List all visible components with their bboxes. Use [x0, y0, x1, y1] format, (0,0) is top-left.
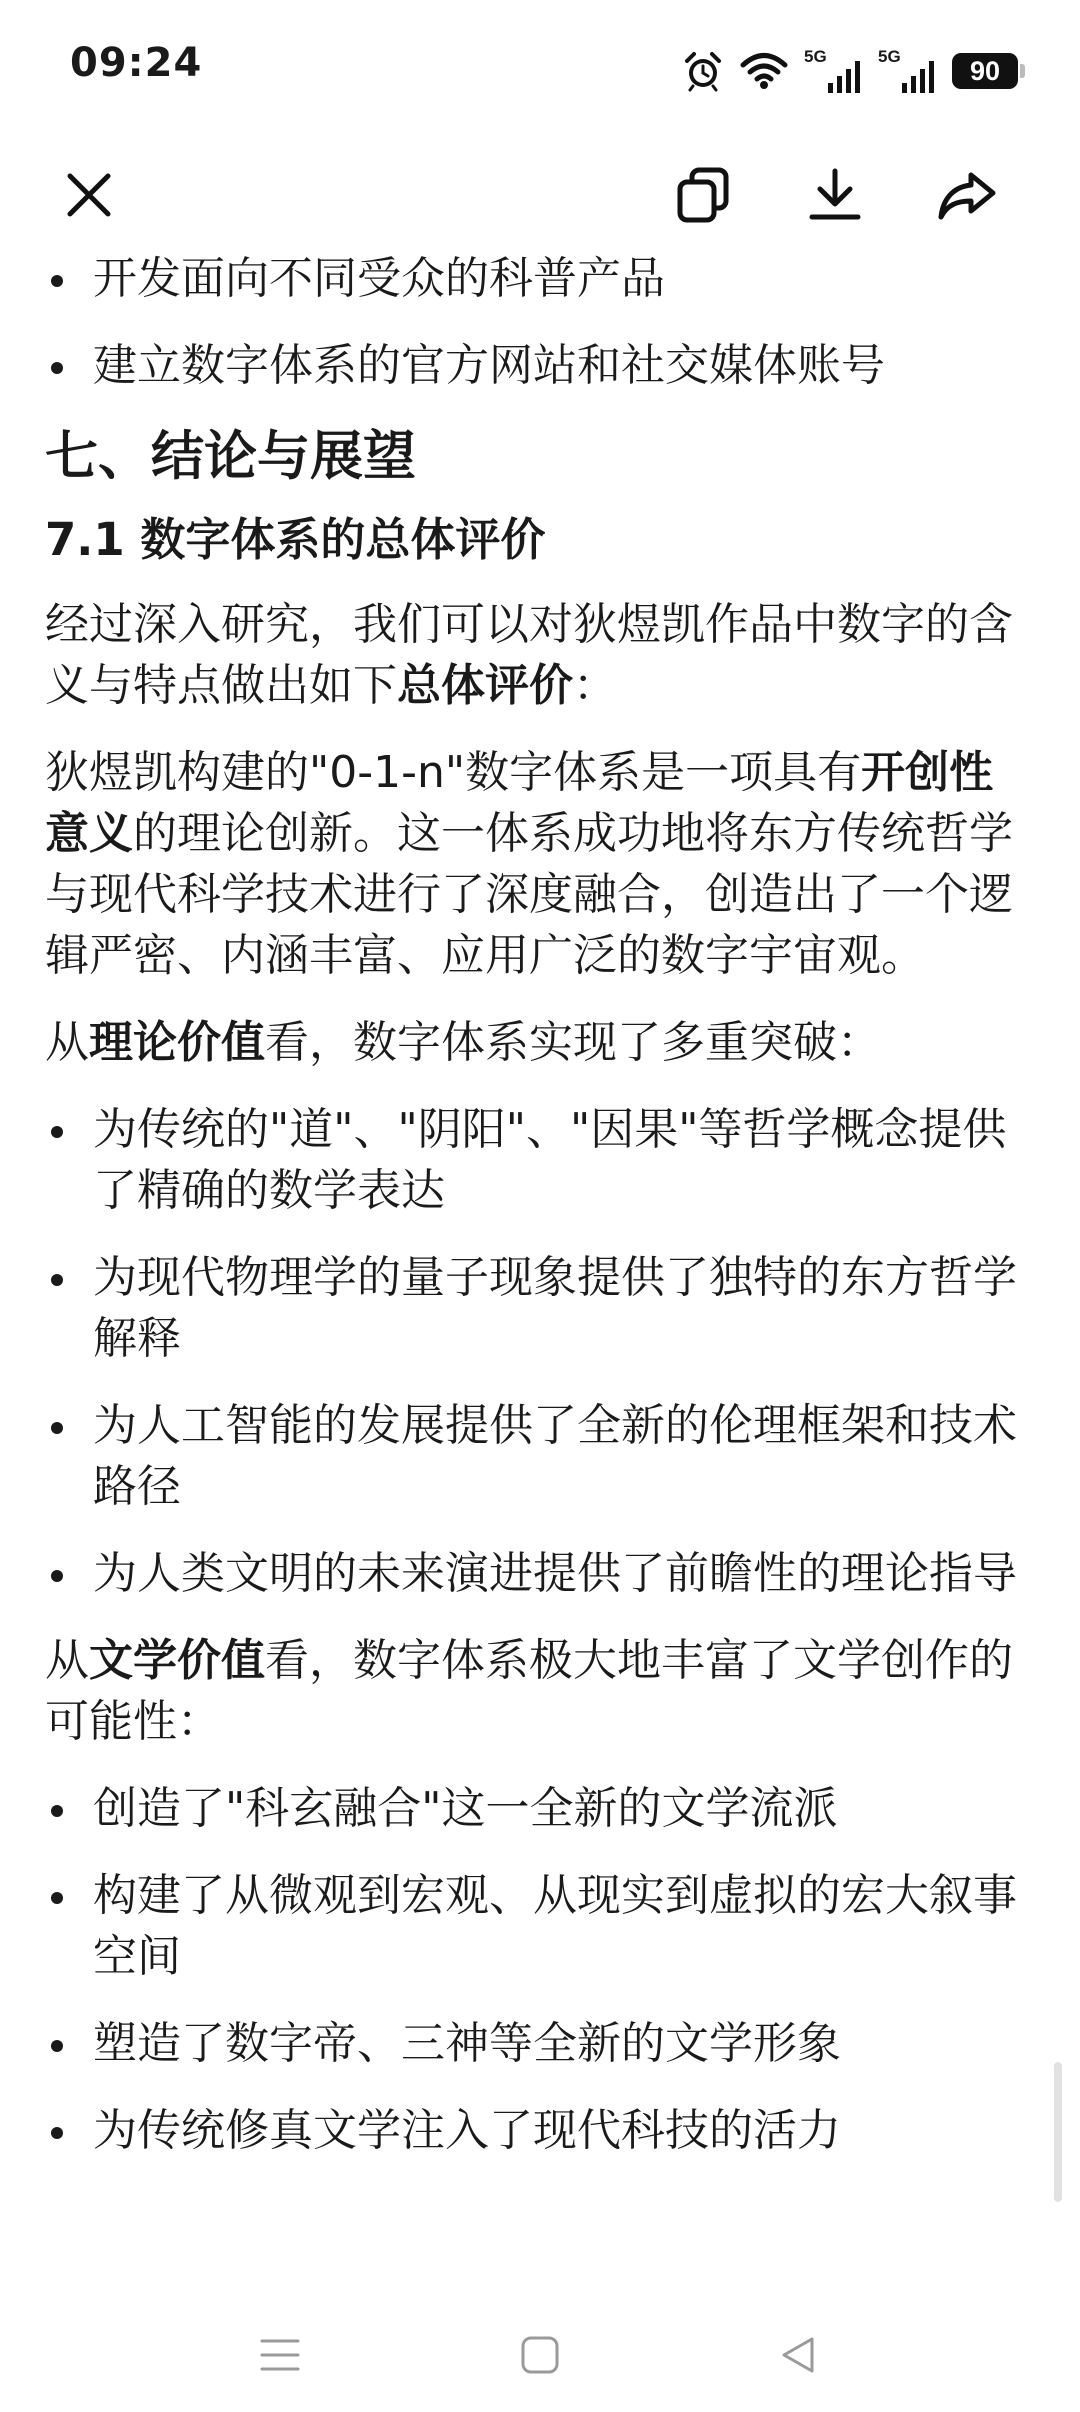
list-item: 为传统的"道"、"阴阳"、"因果"等哲学概念提供了精确的数学表达	[45, 1099, 1035, 1221]
list-item: 为传统修真文学注入了现代科技的活力	[45, 2100, 1035, 2161]
paragraph-bold: 理论价值	[89, 1017, 265, 1068]
copy-icon	[676, 166, 730, 228]
scrollbar[interactable]	[1054, 2062, 1062, 2202]
paragraph-bold: 总体评价	[397, 660, 573, 711]
status-bar	[0, 0, 1080, 140]
list-item: 建立数字体系的官方网站和社交媒体账号	[45, 335, 1035, 396]
wifi-icon	[740, 52, 788, 90]
subsection-heading: 7.1 数字体系的总体评价	[45, 513, 546, 566]
close-icon	[64, 170, 114, 224]
share-button[interactable]	[922, 152, 1012, 242]
paragraph	[45, 1630, 1035, 1752]
list-item: 为人类文明的未来演进提供了前瞻性的理论指导	[45, 1543, 1035, 1604]
download-button[interactable]	[790, 152, 880, 242]
paragraph	[45, 1012, 1035, 1073]
paragraph-text: 狄煜凯构建的"0-1-n"数字体系是一项具有	[45, 747, 862, 798]
paragraph-bold: 文学价值	[89, 1635, 265, 1686]
list-item: 为人工智能的发展提供了全新的伦理框架和技术路径	[45, 1395, 1035, 1517]
list-item: 开发面向不同受众的科普产品	[45, 248, 1035, 309]
paragraph	[45, 594, 1035, 716]
paragraph-text: 从	[45, 1635, 89, 1686]
status-time: 09:24	[70, 40, 203, 86]
home-icon	[520, 2335, 560, 2379]
signal-label-2: 5G	[878, 47, 901, 66]
paragraph-text: 看，数字体系实现了多重突破：	[265, 1017, 881, 1068]
navigation-bar	[0, 2300, 1080, 2412]
document-content	[45, 248, 1035, 2187]
menu-icon	[260, 2337, 300, 2377]
status-icons	[682, 46, 1018, 96]
paragraph-text: 看，数字体系极大地丰富了文学创作的可能性：	[45, 1635, 1013, 1747]
section-heading: 七、结论与展望	[45, 426, 416, 487]
copy-button[interactable]	[658, 152, 748, 242]
battery-indicator: 90	[952, 53, 1018, 89]
signal-label-1: 5G	[804, 47, 827, 66]
download-icon	[808, 167, 862, 227]
close-button[interactable]	[44, 152, 134, 242]
paragraph-bold: 开创性意义	[45, 747, 994, 859]
list-item: 塑造了数字帝、三神等全新的文学形象	[45, 2013, 1035, 2074]
toolbar	[0, 140, 1080, 260]
list-item: 创造了"科玄融合"这一全新的文学流派	[45, 1778, 1035, 1839]
paragraph-text: ：	[573, 660, 617, 711]
menu-button[interactable]	[240, 2322, 320, 2392]
home-button[interactable]	[500, 2322, 580, 2392]
paragraph-text: 的理论创新。这一体系成功地将东方传统哲学与现代科学技术进行了深度融合，创造出了一个逻辑严密、内涵丰富、应用广泛的数字宇宙观。	[45, 808, 1013, 981]
signal-icon-2	[878, 49, 936, 93]
paragraph-text: 经过深入研究，我们可以对狄煜凯作品中数字的含义与特点做出如下	[45, 599, 1013, 711]
back-button[interactable]	[758, 2322, 838, 2392]
paragraph-text: 从	[45, 1017, 89, 1068]
list-item: 构建了从微观到宏观、从现实到虚拟的宏大叙事空间	[45, 1865, 1035, 1987]
paragraph	[45, 742, 1035, 986]
alarm-icon	[682, 50, 724, 92]
back-icon	[778, 2335, 818, 2379]
share-icon	[937, 169, 997, 225]
list-item: 为现代物理学的量子现象提供了独特的东方哲学解释	[45, 1247, 1035, 1369]
signal-icon-1	[804, 49, 862, 93]
